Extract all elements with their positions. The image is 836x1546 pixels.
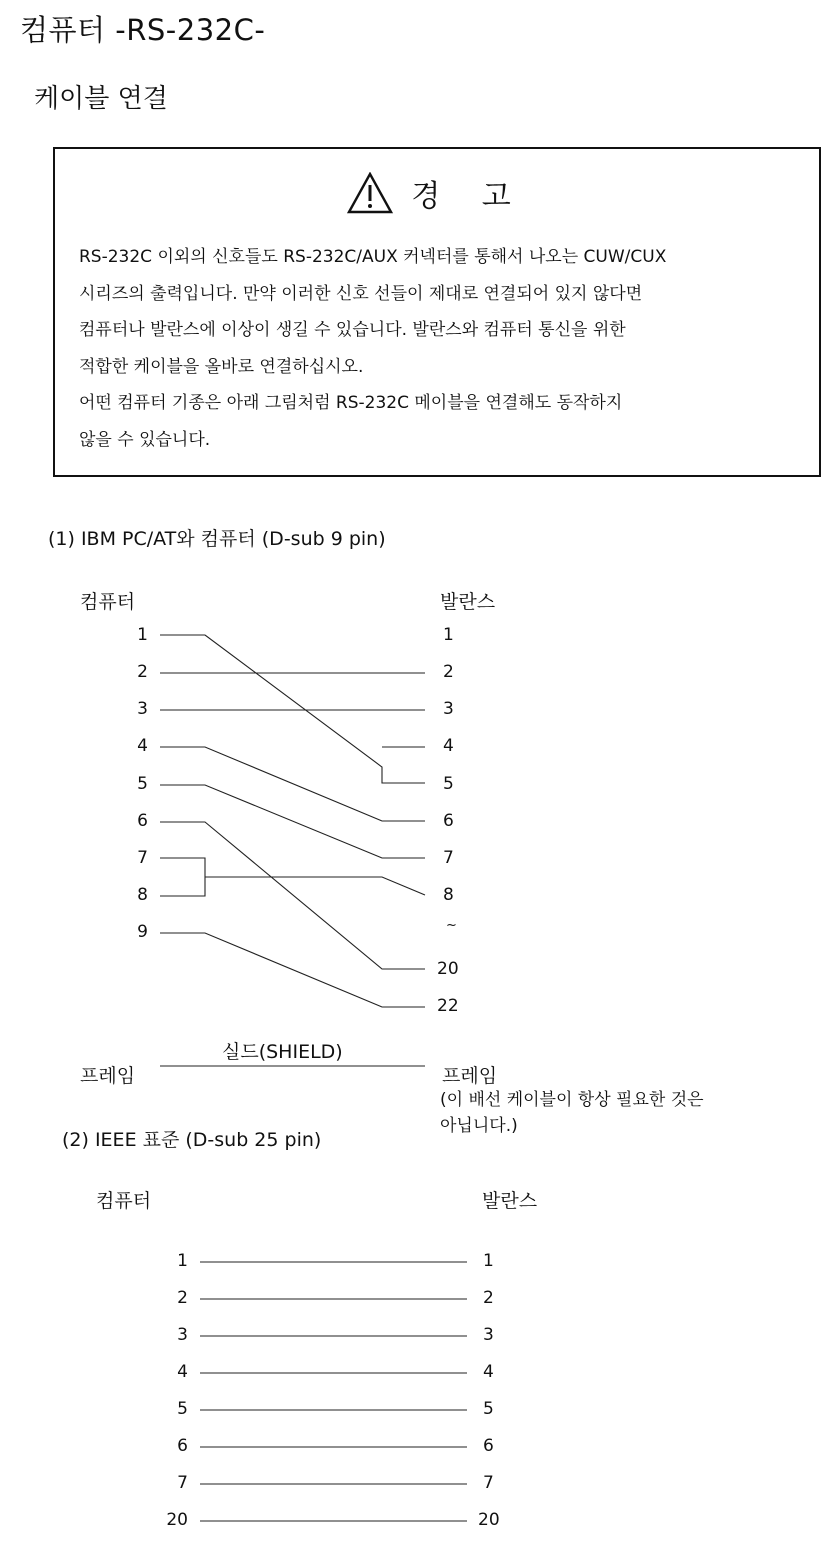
s1-right-pin: 20 — [437, 959, 459, 979]
s2-right-pin: 4 — [483, 1362, 494, 1382]
section-title: 케이블 연결 — [34, 84, 168, 114]
s2-left-pin: 5 — [177, 1399, 188, 1419]
s1-left-pin: 2 — [137, 662, 148, 682]
section1-left-label: 컴퓨터 — [80, 591, 136, 613]
s1-left-pin: 1 — [137, 625, 148, 645]
warning-title: 경 고 — [411, 179, 527, 214]
warning-line: 컴퓨터나 발란스에 이상이 생길 수 있습니다. 발란스와 컴퓨터 통신을 위한 — [79, 320, 626, 340]
s1-left-pin: 8 — [137, 885, 148, 905]
section1-right-label: 발란스 — [440, 591, 496, 613]
s2-right-pin: 6 — [483, 1436, 494, 1456]
warning-line: 않을 수 있습니다. — [79, 429, 211, 450]
s1-wire-7-8-to-8 — [205, 877, 425, 895]
warning-line: 어떤 컴퓨터 기종은 아래 그림처럼 RS-232C 메이블을 연결해도 동작하지 — [79, 393, 623, 413]
shield-note-line: 아닙니다.) — [440, 1116, 518, 1136]
s1-right-pin: 2 — [443, 662, 454, 682]
shield-label: 실드(SHIELD) — [222, 1041, 343, 1063]
s2-left-pin: 3 — [177, 1325, 188, 1345]
s1-right-pin: 4 — [443, 736, 454, 756]
s2-left-pin: 4 — [177, 1362, 188, 1382]
s1-left-pin: 7 — [137, 848, 148, 868]
s1-right-pin: 22 — [437, 996, 459, 1016]
warning-line: 시리즈의 출력입니다. 만약 이러한 신호 선들이 제대로 연결되어 있지 않다면 — [79, 283, 643, 304]
s1-left-pin: 6 — [137, 811, 148, 831]
frame-left-label: 프레임 — [80, 1065, 136, 1087]
s1-left-pin: 5 — [137, 774, 148, 794]
s1-left-pin: 9 — [137, 922, 148, 942]
s2-left-pin: 2 — [177, 1288, 188, 1308]
s1-wire-7-8-bridge — [160, 858, 205, 896]
s2-right-pin: 5 — [483, 1399, 494, 1419]
s1-right-pin: 5 — [443, 774, 454, 794]
s1-wire-1-to-4-5 — [160, 635, 425, 783]
warning-line: RS-232C 이외의 신호들도 RS-232C/AUX 커넥터를 통해서 나오는 CUW/CUX — [79, 247, 667, 267]
s1-right-pin: 1 — [443, 625, 454, 645]
s2-right-pin: 3 — [483, 1325, 494, 1345]
s1-right-pin: 6 — [443, 811, 454, 831]
section2-left-label: 컴퓨터 — [96, 1190, 152, 1212]
s2-right-pin: 2 — [483, 1288, 494, 1308]
s2-right-pin: 7 — [483, 1473, 494, 1493]
s2-left-pin: 6 — [177, 1436, 188, 1456]
s1-wire-9-22 — [160, 933, 425, 1007]
s2-left-pin: 7 — [177, 1473, 188, 1493]
section2-heading: (2) IEEE 표준 (D-sub 25 pin) — [62, 1129, 322, 1151]
section1-heading: (1) IBM PC/AT와 컴퓨터 (D-sub 9 pin) — [48, 528, 386, 550]
s1-wire-4-6 — [160, 747, 425, 821]
s2-right-pin: 20 — [478, 1510, 500, 1530]
section2-right-label: 발란스 — [482, 1190, 538, 1212]
frame-right-label: 프레임 — [442, 1065, 498, 1087]
shield-note-line: (이 배선 케이블이 항상 필요한 것은 — [440, 1090, 704, 1110]
s2-left-pin: 20 — [166, 1510, 188, 1530]
s1-left-pin: 3 — [137, 699, 148, 719]
s1-right-pin: 8 — [443, 885, 454, 905]
s1-left-pin: 4 — [137, 736, 148, 756]
warning-line: 적합한 케이블을 올바로 연결하십시오. — [79, 356, 364, 377]
s1-right-pin-ellipsis: ~ — [446, 918, 457, 933]
s2-left-pin: 1 — [177, 1251, 188, 1271]
page-title: 컴퓨터 -RS-232C- — [20, 13, 266, 47]
s2-right-pin: 1 — [483, 1251, 494, 1271]
s1-right-pin: 7 — [443, 848, 454, 868]
s1-right-pin: 3 — [443, 699, 454, 719]
